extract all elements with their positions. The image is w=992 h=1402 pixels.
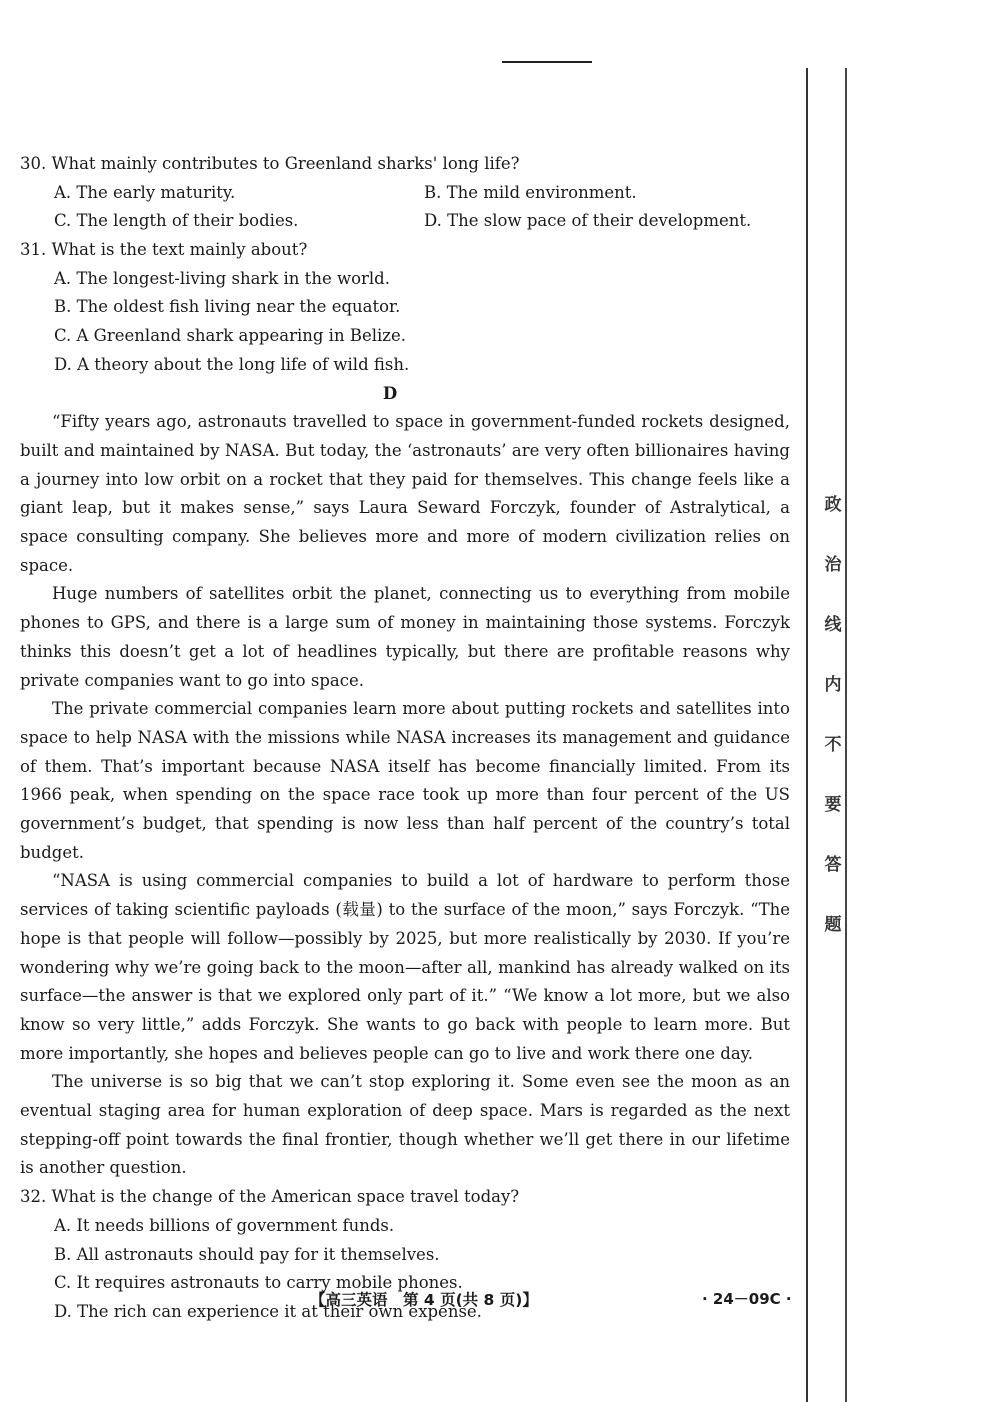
passage-paragraph-3: The private commercial companies learn more about putting rockets and satellites into space to help NASA with the missions while NASA increases its management and guidance of them. That’s important because NASA itself has become financially limited. From its 1966 peak, when spending on the space race took up more than four percent of the US government’s budget, that spending is now less than half percent of the country’s total budget.: [20, 699, 790, 862]
q30-option-a: A. The early maturity.: [54, 182, 236, 202]
q32-option-a: A. It needs billions of government funds.: [54, 1215, 395, 1235]
binding-notice: [818, 490, 848, 970]
q30-option-d: D. The slow pace of their development.: [424, 211, 752, 231]
q30-stem: 30. What mainly contributes to Greenland sharks' long life?: [20, 154, 520, 173]
binding-char: 内: [824, 675, 842, 695]
q30-option-b: B. The mild environment.: [424, 182, 637, 202]
q32-option-b: B. All astronauts should pay for it themselves.: [54, 1244, 440, 1264]
binding-char: 治: [824, 555, 842, 575]
binding-char: 要: [824, 795, 842, 815]
top-rule: [502, 61, 592, 63]
binding-char: 题: [824, 915, 842, 935]
binding-line-inner: [806, 68, 808, 1402]
passage-paragraph-2: Huge numbers of satellites orbit the planet, connecting us to everything from mobile phones to GPS, and there is a large sum of money in maintaining those systems. Forczyk thinks this doesn’t get a lot of headlines typically, but there are profitable reasons why private companies want to go into space.: [20, 584, 790, 690]
binding-char: 政: [824, 495, 842, 515]
binding-char: 不: [824, 735, 842, 755]
passage-paragraph-4: “NASA is using commercial companies to build a lot of hardware to perform those services of taking scientific payloads (载量) to the surface of the moon,” says Forczyk. “The hope is that people will follow—possibly by 2025, but more realistically by 2030. If you’re wondering why we’re going back to the moon—after all, mankind has already walked on its surface—the answer is that we explored only part of it.” “We know a lot more, but we also know so very little,” adds Forczyk. She wants to go back with people to learn more. But more importantly, she hopes and believes people can go to live and work there one day.: [20, 871, 790, 1063]
q32-option-c: C. It requires astronauts to carry mobile phones.: [54, 1273, 463, 1293]
q30-options-row2: [20, 207, 790, 236]
q31-option-c: C. A Greenland shark appearing in Belize.: [54, 326, 406, 346]
binding-char: 线: [824, 615, 842, 635]
passage-paragraph-1: “Fifty years ago, astronauts travelled to space in government-funded rockets designed, built and maintained by NASA. But today, the ‘astronauts’ are very often billionaires having a journey into low orbit on a rocket that they paid for themselves. This change feels like a giant leap, but it makes sense,” says Laura Seward Forczyk, founder of Astralytical, a space consulting company. She believes more and more of modern civilization relies on space.: [20, 412, 790, 575]
passage-paragraph-5: The universe is so big that we can’t stop exploring it. Some even see the moon as an eventual staging area for human exploration of deep space. Mars is regarded as the next stepping-off point towards the final frontier, though whether we’ll get there in our lifetime is another question.: [20, 1072, 790, 1178]
binding-char: 答: [824, 855, 842, 875]
q32-stem: 32. What is the change of the American space travel today?: [20, 1187, 520, 1207]
main-content: [20, 150, 790, 1327]
q30-option-c: C. The length of their bodies.: [54, 211, 299, 231]
page-footer: 【高三英语 第 4 页(共 8 页)】: [310, 1291, 538, 1309]
q31-option-d: D. A theory about the long life of wild fish.: [54, 354, 410, 374]
section-title: D: [382, 383, 398, 403]
q31-option-b: B. The oldest fish living near the equator.: [54, 297, 401, 317]
q32-option-d: D. The rich can experience it at their own expense.: [54, 1301, 482, 1321]
q31-option-a: A. The longest-living shark in the world.: [54, 268, 390, 288]
q30-options-row1: [20, 179, 790, 208]
exam-code: · 24－09C ·: [702, 1290, 792, 1308]
q31-stem: 31. What is the text mainly about?: [20, 240, 308, 260]
